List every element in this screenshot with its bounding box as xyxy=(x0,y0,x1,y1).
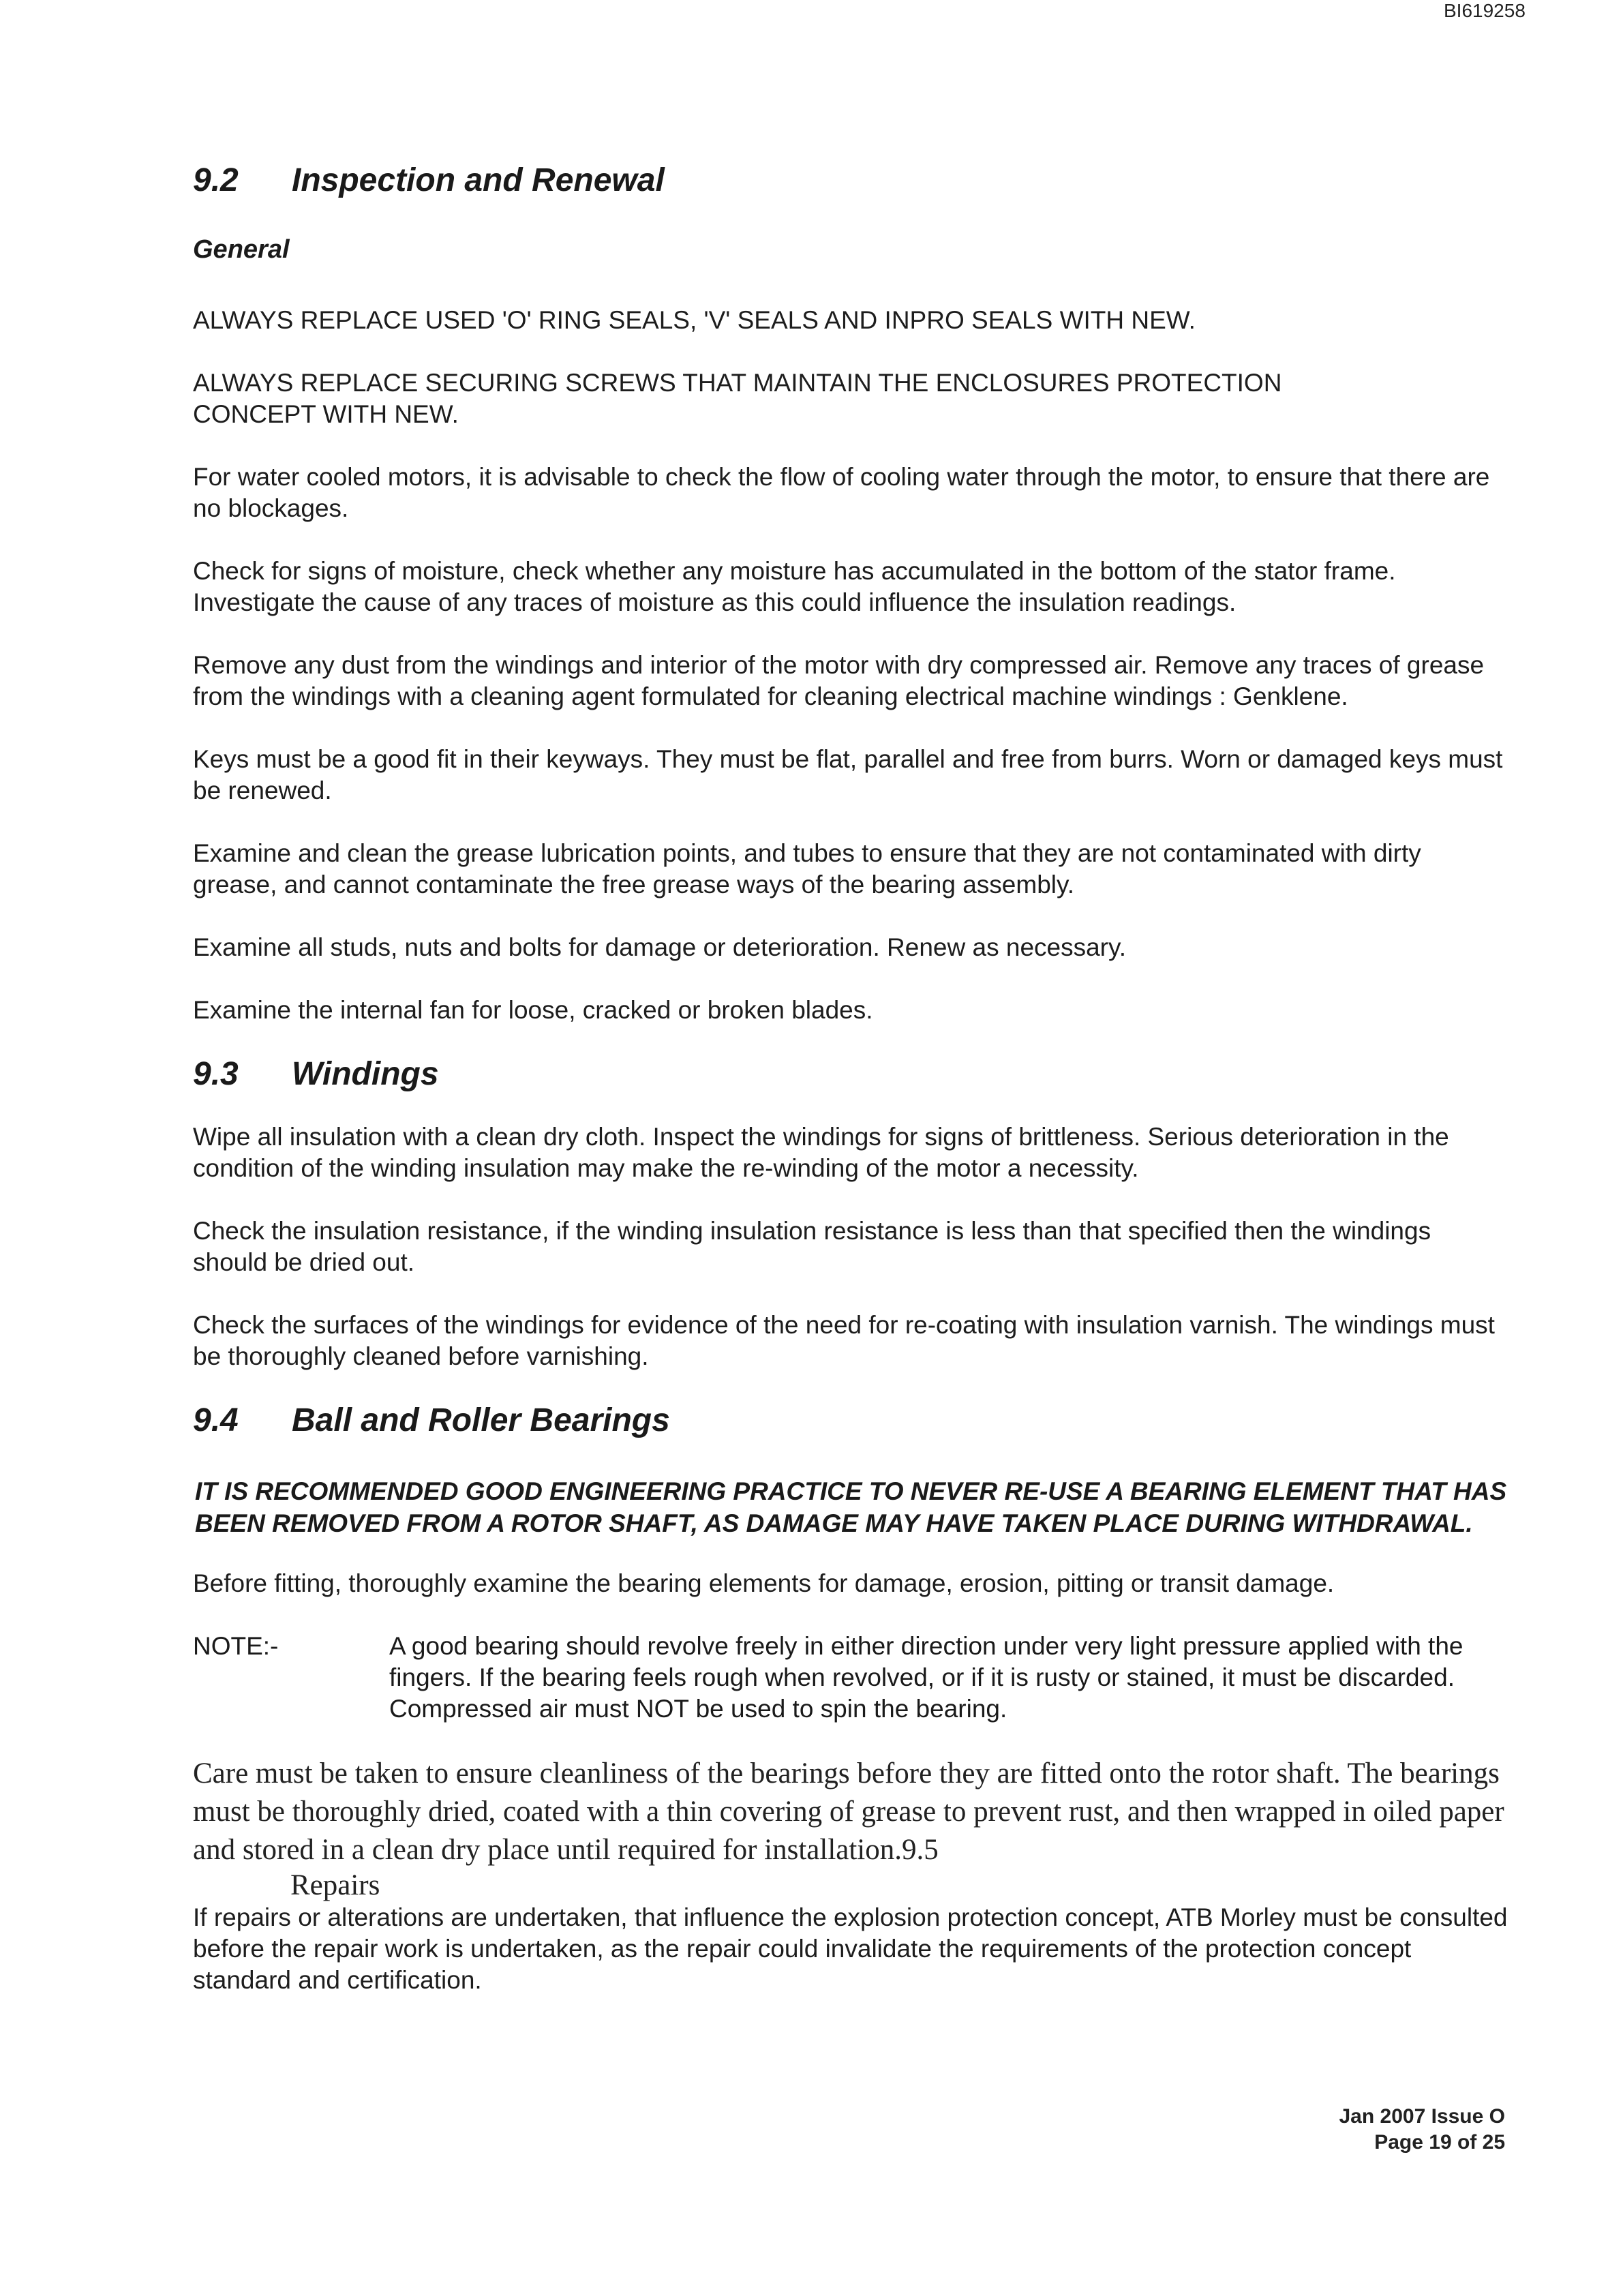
paragraph: Check for signs of moisture, check whether any moisture has accumulated in the bottom of the stator frame. Investigate the cause of any traces of moisture as this could influence the insulation readings. xyxy=(193,557,1396,617)
paragraph: If repairs or alterations are undertaken, that influence the explosion protection concept, ATB Morley must be consulted before the repair work is undertaken, as the repair could invalidate the requirements of the protection concept standard and certification. xyxy=(193,1903,1508,1995)
paragraph: Wipe all insulation with a clean dry cloth. Inspect the windings for signs of brittleness. Serious deterioration in the condition of the winding insulation may make the re-winding of the motor a necessity. xyxy=(193,1122,1449,1182)
note-label: NOTE:- xyxy=(193,1632,279,1661)
section-heading-9-3 xyxy=(193,1055,1508,1094)
paragraph: Examine the internal fan for loose, cracked or broken blades. xyxy=(193,996,873,1025)
section-title: Windings xyxy=(292,1056,439,1093)
warning-text: IT IS RECOMMENDED GOOD ENGINEERING PRACTICE TO NEVER RE-USE A BEARING ELEMENT THAT HAS BEEN REMOVED FROM A ROTOR SHAFT, AS DAMAGE MAY HAVE TAKEN PLACE DURING WITHDRAWAL. xyxy=(195,1477,1507,1538)
section-heading-9-4 xyxy=(193,1401,1508,1440)
section-heading-9-2 xyxy=(193,161,1508,200)
repairs-heading: Repairs xyxy=(290,1869,380,1902)
page-footer xyxy=(1339,2104,1506,2156)
paragraph: ALWAYS REPLACE SECURING SCREWS THAT MAINTAIN THE ENCLOSURES PROTECTION CONCEPT WITH NEW. xyxy=(193,369,1282,429)
section-number: 9.4 xyxy=(193,1402,239,1438)
paragraph: For water cooled motors, it is advisable to check the flow of cooling water through the motor, to ensure that there are no blockages. xyxy=(193,463,1490,523)
paragraph: Examine all studs, nuts and bolts for damage or deterioration. Renew as necessary. xyxy=(193,933,1127,962)
subheading-general: General xyxy=(193,235,290,264)
section-title: Ball and Roller Bearings xyxy=(292,1402,670,1438)
paragraph: Remove any dust from the windings and interior of the motor with dry compressed air. Remove any traces of grease from the windings with a cleaning agent formulated for cleaning electrical machine windings : Genklene. xyxy=(193,651,1485,711)
page-number: Page 19 of 25 xyxy=(1374,2131,1505,2154)
paragraph: Before fitting, thoroughly examine the bearing elements for damage, erosion, pitting or transit damage. xyxy=(193,1569,1335,1598)
page-content xyxy=(193,154,1508,1996)
note-text: A good bearing should revolve freely in either direction under very light pressure applied with the fingers. If the bearing feels rough when revolved, or if it is rusty or stained, it must be discarded. Compressed air must NOT be used to spin the bearing. xyxy=(389,1632,1463,1723)
paragraph: ALWAYS REPLACE USED 'O' RING SEALS, 'V' SEALS AND INPRO SEALS WITH NEW. xyxy=(193,306,1196,335)
paragraph: Check the insulation resistance, if the winding insulation resistance is less than that specified then the windings should be dried out. xyxy=(193,1216,1431,1276)
paragraph: Keys must be a good fit in their keyways. They must be flat, parallel and free from burrs. Worn or damaged keys must be renewed. xyxy=(193,745,1503,805)
paragraph: Check the surfaces of the windings for evidence of the need for re-coating with insulation varnish. The windings must be thoroughly cleaned before varnishing. xyxy=(193,1310,1495,1370)
section-number: 9.2 xyxy=(193,162,239,198)
issue-date: Jan 2007 Issue O xyxy=(1339,2105,1505,2128)
section-number: 9.3 xyxy=(193,1056,239,1093)
document-id: BI619258 xyxy=(1444,0,1526,21)
section-title: Inspection and Renewal xyxy=(292,162,665,198)
care-paragraph: Care must be taken to ensure cleanliness of the bearings before they are fitted onto the rotor shaft. The bearings must be thoroughly dried, coated with a thin covering of grease to prevent rust, and then wrapped in oiled paper and stored in a clean dry place until required for installation.9.5 xyxy=(193,1757,1504,1867)
paragraph: Examine and clean the grease lubrication points, and tubes to ensure that they are not contaminated with dirty grease, and cannot contaminate the free grease ways of the bearing assembly. xyxy=(193,839,1421,899)
note-block xyxy=(193,1631,1508,1725)
